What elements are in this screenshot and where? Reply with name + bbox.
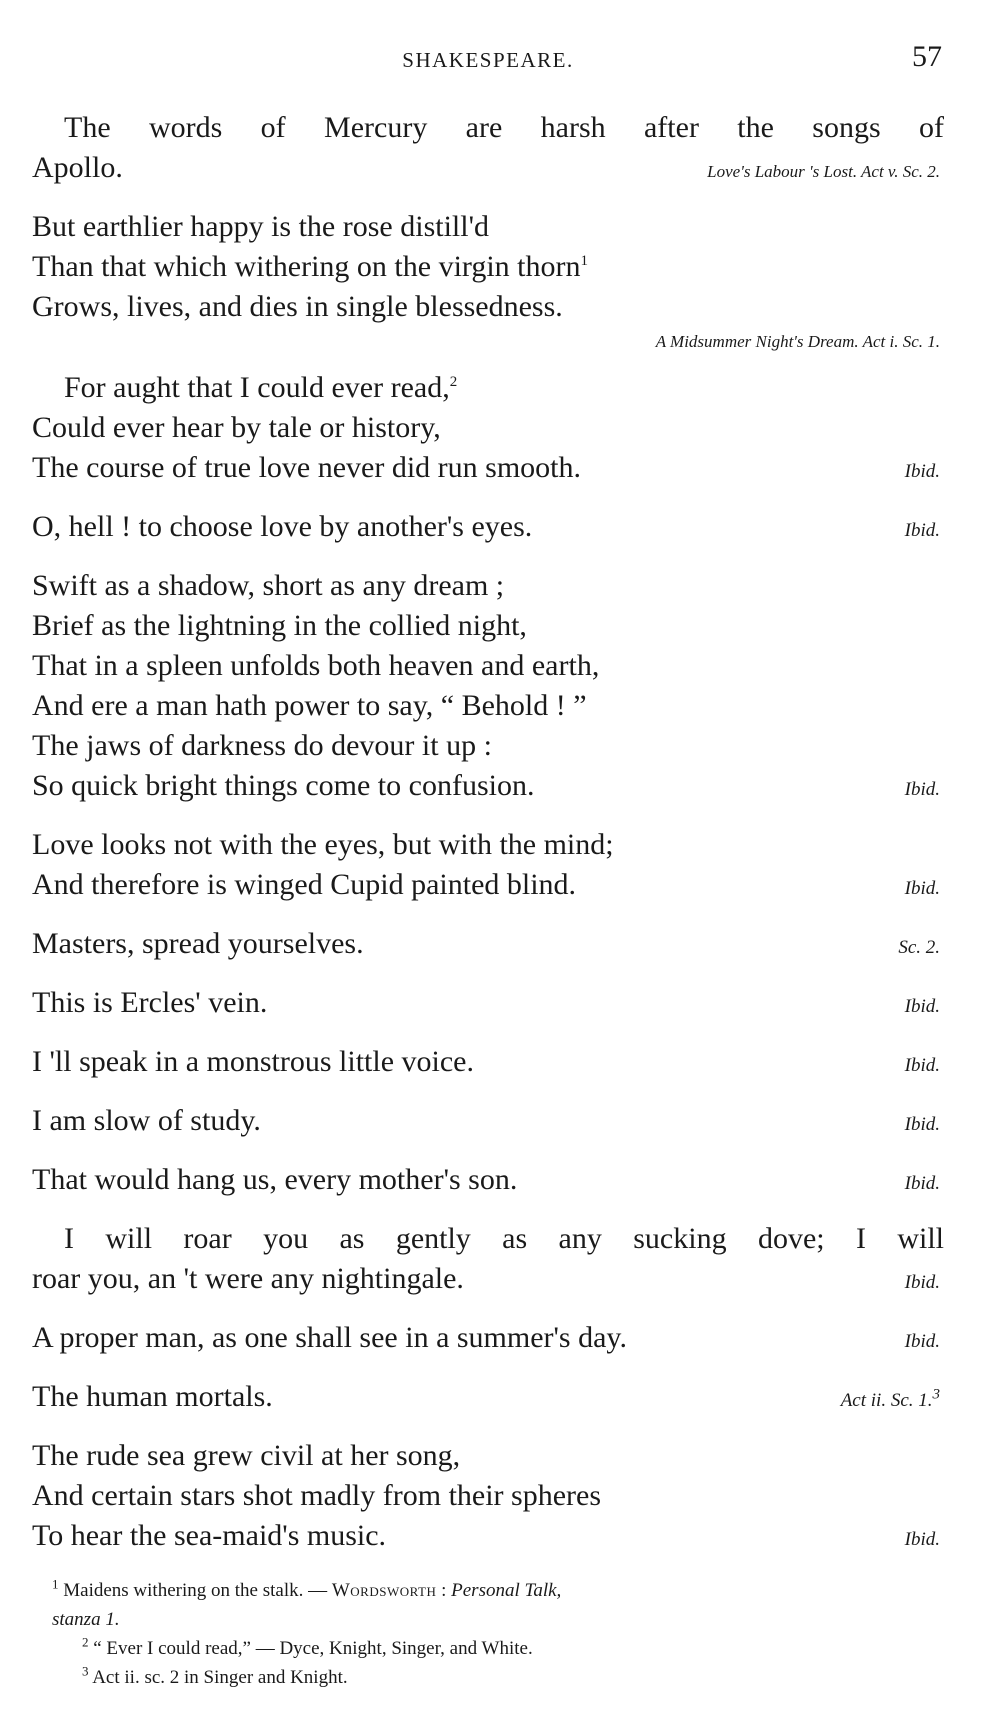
quotation — [32, 108, 944, 192]
quote-source: A Midsummer Night's Dream. Act i. Sc. 1. — [655, 332, 940, 351]
quote-source: Ibid. — [904, 1529, 940, 1550]
quote-source: Ibid. — [904, 996, 940, 1017]
footnote-ref: 2 — [449, 374, 458, 390]
quote-line: roar you, an 't were any nightingale. — [32, 1262, 464, 1295]
footnote — [52, 1576, 944, 1605]
quote-source: Ibid. — [904, 1173, 940, 1194]
quote-line: Love looks not with the eyes, but with the mind; — [32, 828, 614, 861]
quote-source: Act ii. Sc. 1. — [840, 1390, 933, 1411]
quotation — [32, 825, 944, 909]
footnote-number: 2 — [82, 1634, 89, 1650]
footnotes — [52, 1576, 944, 1692]
quote-source: Sc. 2. — [898, 937, 940, 958]
quotation — [32, 1318, 944, 1362]
quotation-list — [32, 108, 944, 1575]
quotation — [32, 1160, 944, 1204]
quotation — [32, 1219, 944, 1303]
quotation — [32, 924, 944, 968]
quote-line: The course of true love never did run smooth. — [32, 451, 582, 484]
quotation — [32, 983, 944, 1027]
quote-line: I will roar you as gently as any sucking dove; I will — [64, 1222, 944, 1255]
footnote-ref: 3 — [932, 1386, 940, 1403]
quote-line: Grows, lives, and dies in single blessedness. — [32, 290, 563, 323]
footnote-work: Personal Talk, — [451, 1580, 562, 1601]
quote-line: The jaws of darkness do devour it up : — [32, 729, 492, 762]
book-page — [32, 0, 944, 1717]
quote-line: And therefore is winged Cupid painted blind. — [32, 868, 577, 901]
running-header — [32, 40, 944, 80]
footnote-text: Maidens withering on the stalk. — — [63, 1580, 332, 1601]
quote-source: Ibid. — [904, 1114, 940, 1135]
footnote-punct: : — [436, 1580, 452, 1601]
quote-line: Brief as the lightning in the collied night, — [32, 609, 527, 642]
quote-source: Ibid. — [904, 1331, 940, 1352]
quote-source: Ibid. — [904, 779, 940, 800]
footnote-text: stanza 1. — [52, 1609, 120, 1630]
quote-line: Could ever hear by tale or history, — [32, 411, 441, 444]
quote-line: This is Ercles' vein. — [32, 986, 268, 1019]
footnote — [52, 1634, 944, 1663]
quotation — [32, 207, 944, 353]
quotation — [32, 1436, 944, 1560]
running-title: SHAKESPEARE. — [402, 48, 574, 72]
quotation — [32, 507, 944, 551]
footnote-ref: 1 — [580, 253, 589, 269]
quote-line: Than that which withering on the virgin thorn — [32, 250, 581, 283]
quote-line: The words of Mercury are harsh after the songs of — [64, 111, 944, 144]
quote-line: A proper man, as one shall see in a summer's day. — [32, 1321, 627, 1354]
quote-line: Apollo. — [32, 151, 123, 184]
page-number: 57 — [912, 40, 942, 73]
quote-line: For aught that I could ever read, — [64, 371, 450, 404]
footnote-number: 1 — [52, 1576, 59, 1592]
quote-source: Love's Labour 's Lost. Act v. Sc. 2. — [707, 162, 940, 181]
quotation — [32, 1042, 944, 1086]
quote-line: I am slow of study. — [32, 1104, 261, 1137]
footnote-author: Wordsworth — [331, 1580, 437, 1601]
footnote-text: “ Ever I could read,” — Dyce, Knight, Singer, and White. — [93, 1638, 533, 1659]
quote-source: Ibid. — [904, 878, 940, 899]
footnote-text: Act ii. sc. 2 in Singer and Knight. — [92, 1667, 348, 1688]
quote-line: I 'll speak in a monstrous little voice. — [32, 1045, 474, 1078]
quote-line: To hear the sea-maid's music. — [32, 1519, 387, 1552]
quotation — [32, 566, 944, 810]
quotation — [32, 1377, 944, 1421]
quote-line: Masters, spread yourselves. — [32, 927, 364, 960]
footnote-number: 3 — [82, 1663, 89, 1679]
quote-line: And certain stars shot madly from their spheres — [32, 1479, 602, 1512]
quote-line: And ere a man hath power to say, “ Behold ! ” — [32, 689, 587, 722]
quote-source: Ibid. — [904, 1272, 940, 1293]
quote-line: Swift as a shadow, short as any dream ; — [32, 569, 505, 602]
quote-line: O, hell ! to choose love by another's eyes. — [32, 510, 533, 543]
quote-line: So quick bright things come to confusion. — [32, 769, 535, 802]
quote-source: Ibid. — [904, 461, 940, 482]
quotation — [32, 368, 944, 492]
quote-source: Ibid. — [904, 1055, 940, 1076]
quote-line: That in a spleen unfolds both heaven and earth, — [32, 649, 600, 682]
quote-line: But earthlier happy is the rose distill'd — [32, 210, 489, 243]
quotation — [32, 1101, 944, 1145]
quote-line: The human mortals. — [32, 1380, 273, 1413]
quote-source: Ibid. — [904, 520, 940, 541]
footnote — [52, 1663, 944, 1692]
quote-line: That would hang us, every mother's son. — [32, 1163, 518, 1196]
quote-line: The rude sea grew civil at her song, — [32, 1439, 461, 1472]
